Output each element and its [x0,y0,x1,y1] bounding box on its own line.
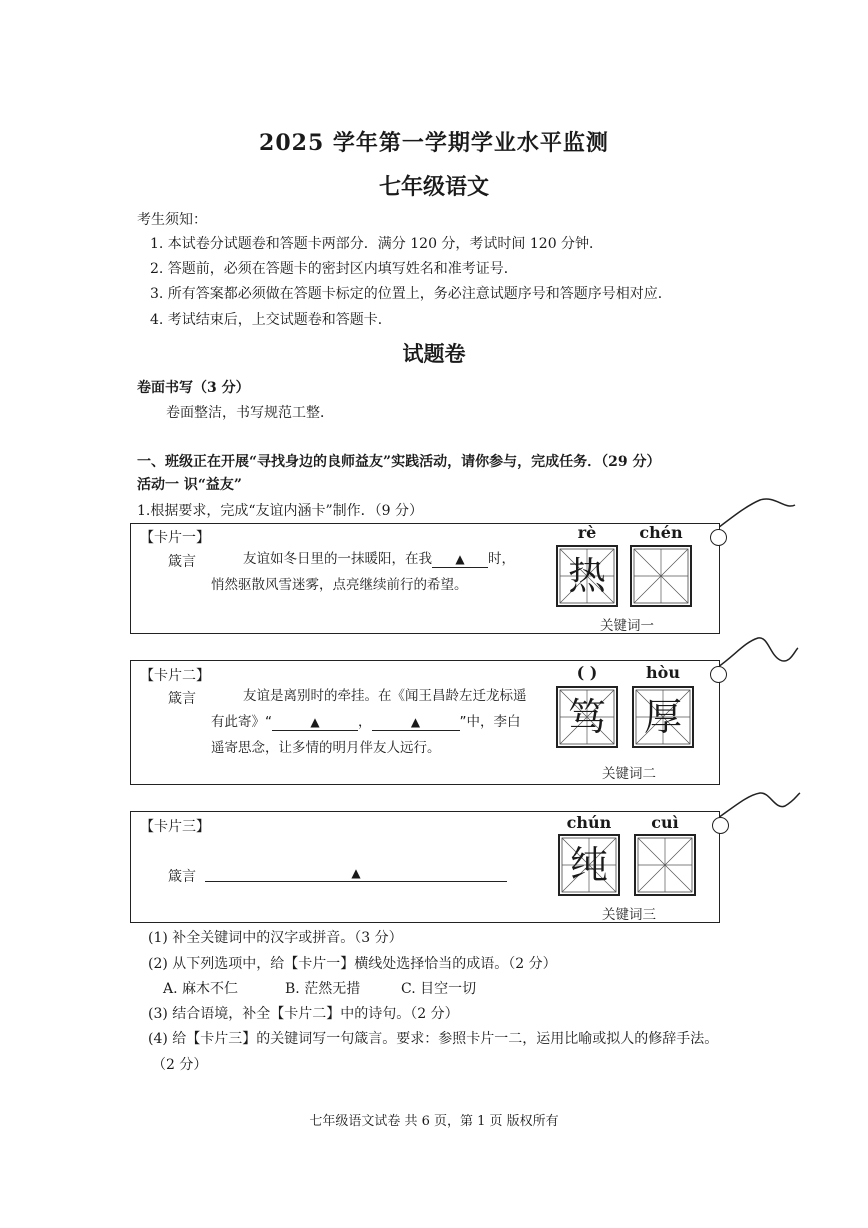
option-c: C. 目空一切 [401,981,477,997]
blank-marker: ▲ [351,866,361,880]
card-2-motto-line-1: 友谊是离别时的牵挂。在《闻王昌龄左迁龙标遥 [243,688,527,704]
card-2-char-1: 笃 [567,695,606,739]
notice-item-3: 3. 所有答案都必须做在答题卡标定的位置上，务必注意试题序号和答题序号相对应． [150,286,672,302]
card-2-motto-sep: ， [358,714,372,730]
card-3-motto-label: 箴言 [168,869,196,885]
card-3-char-2 [634,834,696,896]
notice-item-2: 2. 答题前，必须在答题卡的密封区内填写姓名和准考证号． [150,261,518,277]
card-3-char-grid-2[interactable] [634,834,696,896]
card-2-char-2: 厚 [643,695,682,739]
notice-item-4: 4. 考试结束后，上交试题卷和答题卡． [150,312,392,328]
card-1-motto-text-a: 友谊如冬日里的一抹暖阳，在我 [243,551,432,567]
card-2-motto-line-2 [211,708,521,736]
card-3-pinyin-2: cuì [651,813,679,832]
card-1-char-grid-2[interactable] [630,545,692,607]
card-1-char-grid-1 [556,545,618,607]
card-2-blank-2[interactable] [372,714,460,731]
subquestion-4: (4) 给【卡片三】的关键词写一句箴言。要求：参照卡片一二，运用比喻或拟人的修辞手法。 [148,1031,719,1047]
exam-title: 2025 学年第一学期学业水平监测 [259,130,609,156]
card-2-motto-line-3: 遥寄思念，让多情的明月伴友人远行。 [211,740,441,756]
card-1-pinyin-1: rè [577,523,597,542]
subquestion-1: (1) 补全关键词中的汉字或拼音。（3 分） [148,930,403,946]
question-1: 1.根据要求，完成“友谊内涵卡”制作．（9 分） [137,503,424,519]
card-1-char-1: 热 [567,554,606,598]
subquestion-3: (3) 结合语境，补全【卡片二】中的诗句。（2 分） [148,1006,459,1022]
card-3-char-1: 纯 [569,843,608,887]
card-2-char-grid-2 [632,686,694,748]
option-a: A. 麻木不仁 [163,981,239,997]
notice-item-1: 1. 本试卷分试题卷和答题卡两部分．满分 120 分，考试时间 120 分钟． [150,236,604,252]
card-3-hole [712,817,729,834]
card-2-hole [710,666,727,683]
handwriting-desc: 卷面整洁，书写规范工整． [166,405,334,421]
activity-heading: 活动一 识“益友” [137,477,242,493]
page-footer: 七年级语文试卷 共 6 页，第 1 页 版权所有 [309,1114,559,1129]
card-2-blank-1[interactable] [272,714,358,731]
card-1-pinyin-2: chén [639,523,683,542]
card-2-title: 【卡片二】 [140,668,210,684]
subquestion-2: (2) 从下列选项中，给【卡片一】横线处选择恰当的成语。（2 分） [148,956,557,972]
option-b: B. 茫然无措 [285,981,361,997]
card-1-motto-line-2: 悄然驱散风雪迷雾，点亮继续前行的希望。 [211,577,468,593]
card-2-keyword-label: 关键词二 [602,766,656,782]
card-2-motto-text-a: 有此寄》“ [211,714,272,730]
card-2-pinyin-2: hòu [646,663,680,682]
card-2-pinyin-1[interactable]: ( ) [576,663,598,682]
card-2-char-grid-1 [556,686,618,748]
section-title: 试题卷 [402,341,466,366]
card-1-motto-line-1 [243,545,515,573]
part1-heading: 一、班级正在开展“寻找身边的良师益友”实践活动，请你参与，完成任务．（29 分） [137,454,661,470]
card-2-motto-label: 箴言 [168,691,196,707]
card-2-motto-text-b: ”中，李白 [459,714,521,730]
card-3-keyword-label: 关键词三 [602,907,656,923]
card-3-title: 【卡片三】 [140,819,210,835]
card-3-char-grid-1 [558,834,620,896]
card-3-pinyin-1: chún [566,813,612,832]
card-1-hole [710,529,727,546]
blank-marker: ▲ [310,715,320,729]
blank-marker: ▲ [455,552,465,566]
card-1-keyword-label: 关键词一 [600,618,654,634]
card-1-motto-label: 箴言 [168,554,196,570]
handwriting-heading: 卷面书写（3 分） [137,380,250,396]
card-1-char-2 [630,545,692,607]
card-3-motto-blank[interactable] [205,866,507,882]
card-1-motto-text-b: 时， [488,551,515,567]
card-1-title: 【卡片一】 [140,530,210,546]
exam-subtitle: 七年级语文 [378,174,489,200]
notice-heading: 考生须知： [137,212,207,228]
subquestion-4-score: （2 分） [152,1057,208,1073]
card-1-blank[interactable] [432,551,488,568]
blank-marker: ▲ [410,715,421,729]
